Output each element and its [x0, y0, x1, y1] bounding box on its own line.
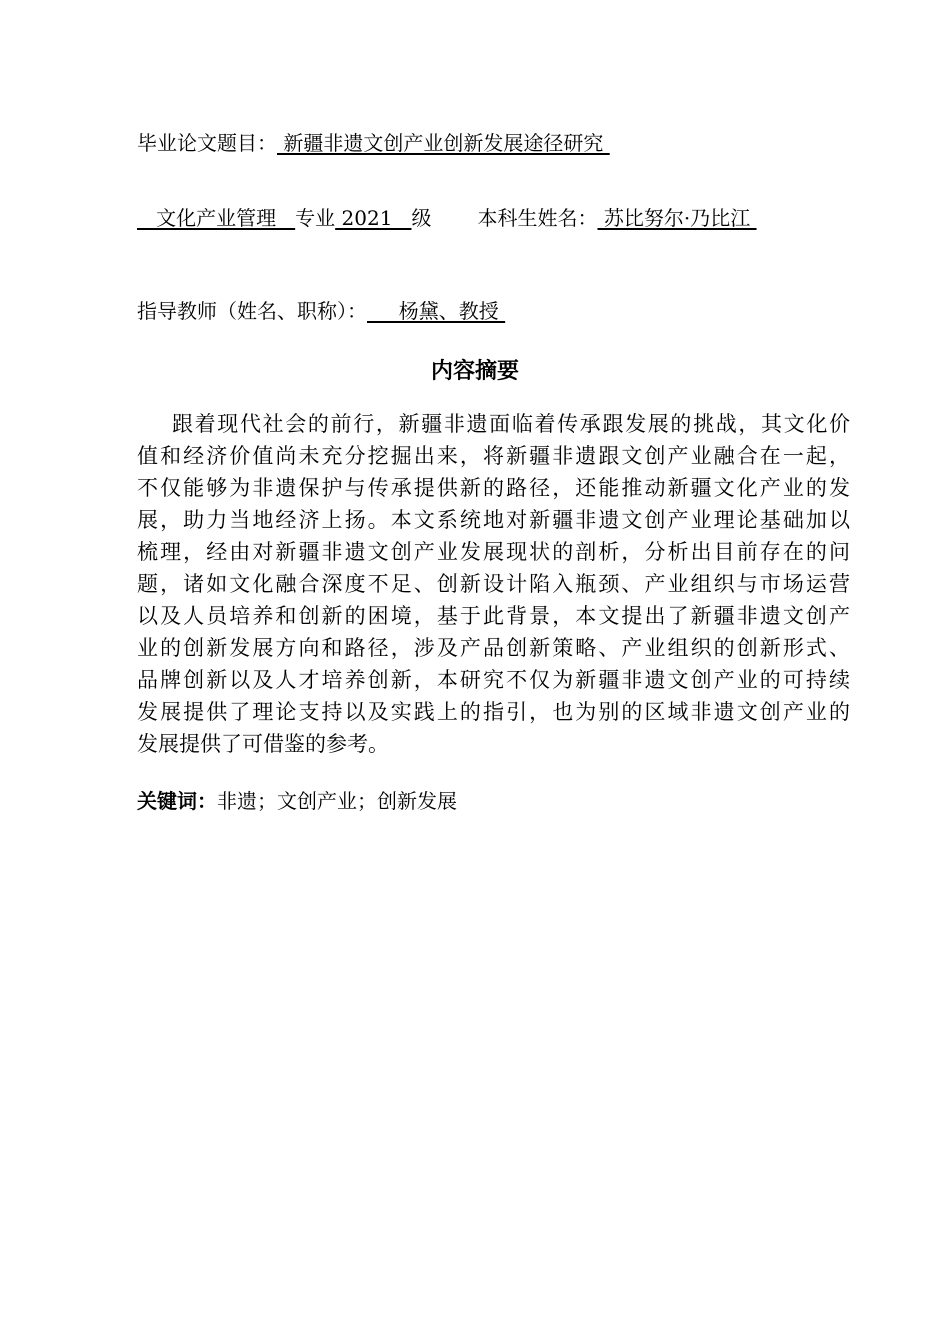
- grade-value: 2021: [335, 206, 412, 230]
- thesis-title-value: 新疆非遗文创产业创新发展途径研究: [277, 131, 610, 155]
- abstract-line: 展，助力当地经济上扬。本文系统地对新疆非遗文创产业理论基础加以: [137, 508, 850, 532]
- abstract-line: 发展提供了理论支持以及实践上的指引，也为别的区域非遗文创产业的: [137, 700, 850, 724]
- major-label: 专业: [295, 206, 336, 230]
- advisor-line: [137, 299, 505, 323]
- abstract-line: 业的创新发展方向和路径，涉及产品创新策略、产业组织的创新形式、: [137, 636, 850, 660]
- thesis-title-line: [137, 131, 610, 155]
- advisor-label: 指导教师（姓名、职称）：: [137, 299, 367, 323]
- abstract-line: 题，诸如文化融合深度不足、创新设计陷入瓶颈、产业组织与市场运营: [137, 572, 850, 596]
- abstract-line: 跟着现代社会的前行，新疆非遗面临着传承跟发展的挑战，其文化价: [172, 412, 850, 436]
- advisor-value: 杨黛、教授: [367, 299, 506, 323]
- abstract-line: 值和经济价值尚未充分挖掘出来，将新疆非遗跟文创产业融合在一起，: [137, 444, 850, 468]
- abstract-line: 品牌创新以及人才培养创新，本研究不仅为新疆非遗文创产业的可持续: [137, 668, 850, 692]
- keywords-label: 关键词：: [137, 789, 217, 813]
- keywords-value: 非遗；文创产业；创新发展: [217, 789, 457, 813]
- abstract-line: 不仅能够为非遗保护与传承提供新的路径，还能推动新疆文化产业的发: [137, 476, 850, 500]
- major-value: 文化产业管理: [137, 206, 296, 230]
- grade-label: 级: [411, 206, 432, 230]
- student-name-value: 苏比努尔·乃比江: [597, 206, 757, 230]
- thesis-title-label: 毕业论文题目：: [137, 131, 277, 155]
- abstract-heading: 内容摘要: [430, 359, 519, 384]
- abstract-line: 以及人员培养和创新的困境，基于此背景，本文提出了新疆非遗文创产: [137, 604, 850, 628]
- student-info-line: [137, 206, 757, 230]
- student-name-label: 本科生姓名：: [477, 206, 598, 230]
- abstract-line: 发展提供了可借鉴的参考。: [137, 732, 389, 756]
- keywords-line: [137, 789, 457, 813]
- abstract-line: 梳理，经由对新疆非遗文创产业发展现状的剖析，分析出目前存在的问: [137, 540, 850, 564]
